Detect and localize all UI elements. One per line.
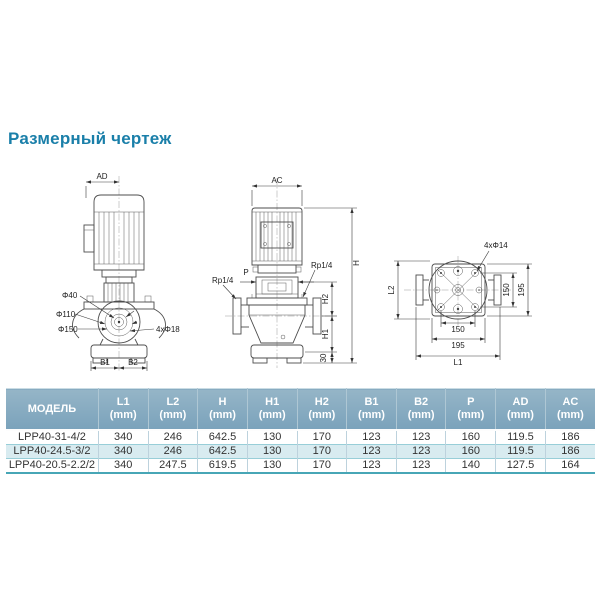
port-label-rp14-left: Rp1/4 <box>212 276 234 285</box>
value-cell: 160 <box>446 430 496 445</box>
value-cell: 123 <box>396 459 446 474</box>
top-view-drawing <box>387 241 532 367</box>
value-cell: 123 <box>347 459 397 474</box>
dim-label-ad: AD <box>96 172 108 181</box>
dim-label-h1: H1 <box>321 328 330 340</box>
dim-label-b2: B2 <box>128 358 138 367</box>
dimensional-drawings <box>0 168 600 380</box>
dim-label-150-vertical: 150 <box>502 283 511 297</box>
value-cell: 619.5 <box>198 459 248 474</box>
value-cell: 123 <box>347 430 397 445</box>
value-cell: 642.5 <box>198 445 248 459</box>
dim-label-150-horizontal: 150 <box>451 325 465 334</box>
value-cell: 130 <box>247 445 297 459</box>
side-view-drawing <box>212 176 361 368</box>
value-cell: 123 <box>396 430 446 445</box>
dim-label-195-vertical: 195 <box>517 283 526 297</box>
model-cell: LPP40-24.5-3/2 <box>6 445 98 459</box>
column-header-b1: B1 (mm) <box>347 389 397 431</box>
dim-label-30: 30 <box>319 353 328 363</box>
table-header-row <box>6 389 595 431</box>
dim-label-195-horizontal: 195 <box>451 341 465 350</box>
value-cell: 170 <box>297 430 347 445</box>
dimensions-table <box>6 388 595 474</box>
table-header <box>6 389 595 431</box>
table-body <box>6 430 595 473</box>
dim-label-h2: H2 <box>321 293 330 305</box>
value-cell: 123 <box>347 445 397 459</box>
table-row <box>6 459 595 474</box>
value-cell: 130 <box>247 430 297 445</box>
column-header-ac: AC (mm) <box>545 389 595 431</box>
front-motor <box>84 195 144 283</box>
front-view-drawing <box>56 172 180 371</box>
dim-label-p: P <box>243 268 249 277</box>
value-cell: 127.5 <box>496 459 546 474</box>
value-cell: 186 <box>545 430 595 445</box>
dim-label-l2: L2 <box>387 285 396 295</box>
dim-label-4xphi18: 4xΦ18 <box>156 325 180 334</box>
value-cell: 164 <box>545 459 595 474</box>
dim-label-l1: L1 <box>453 358 463 367</box>
value-cell: 340 <box>98 445 148 459</box>
value-cell: 119.5 <box>496 430 546 445</box>
dim-label-h: H <box>352 260 361 266</box>
column-header-h1: H1 (mm) <box>247 389 297 431</box>
column-header-model: МОДЕЛЬ <box>6 389 98 431</box>
table-row <box>6 445 595 459</box>
value-cell: 246 <box>148 430 198 445</box>
column-header-h: H (mm) <box>198 389 248 431</box>
model-cell: LPP40-20.5-2.2/2 <box>6 459 98 474</box>
value-cell: 140 <box>446 459 496 474</box>
value-cell: 642.5 <box>198 430 248 445</box>
value-cell: 160 <box>446 445 496 459</box>
value-cell: 246 <box>148 445 198 459</box>
value-cell: 123 <box>396 445 446 459</box>
page-title: Размерный чертеж <box>8 129 172 148</box>
dimensions-table-wrap <box>6 388 595 474</box>
terminal-box <box>84 225 94 252</box>
value-cell: 170 <box>297 459 347 474</box>
value-cell: 247.5 <box>148 459 198 474</box>
dim-label-b1: B1 <box>100 358 110 367</box>
top-flange-plate <box>432 264 485 316</box>
port-label-rp14-right: Rp1/4 <box>311 261 333 270</box>
dim-label-phi40: Φ40 <box>62 291 78 300</box>
value-cell: 170 <box>297 445 347 459</box>
column-header-ad: AD (mm) <box>496 389 546 431</box>
column-header-h2: H2 (mm) <box>297 389 347 431</box>
column-header-l2: L2 (mm) <box>148 389 198 431</box>
table-row <box>6 430 595 445</box>
value-cell: 130 <box>247 459 297 474</box>
value-cell: 340 <box>98 459 148 474</box>
dim-label-4xphi14: 4xΦ14 <box>484 241 508 250</box>
column-header-b2: B2 (mm) <box>396 389 446 431</box>
dim-label-phi110: Φ110 <box>56 310 76 319</box>
dim-label-phi150: Φ150 <box>58 325 78 334</box>
column-header-l1: L1 (mm) <box>98 389 148 431</box>
model-cell: LPP40-31-4/2 <box>6 430 98 445</box>
value-cell: 119.5 <box>496 445 546 459</box>
value-cell: 340 <box>98 430 148 445</box>
column-header-p: P (mm) <box>446 389 496 431</box>
value-cell: 186 <box>545 445 595 459</box>
dim-label-ac: AC <box>271 176 283 185</box>
